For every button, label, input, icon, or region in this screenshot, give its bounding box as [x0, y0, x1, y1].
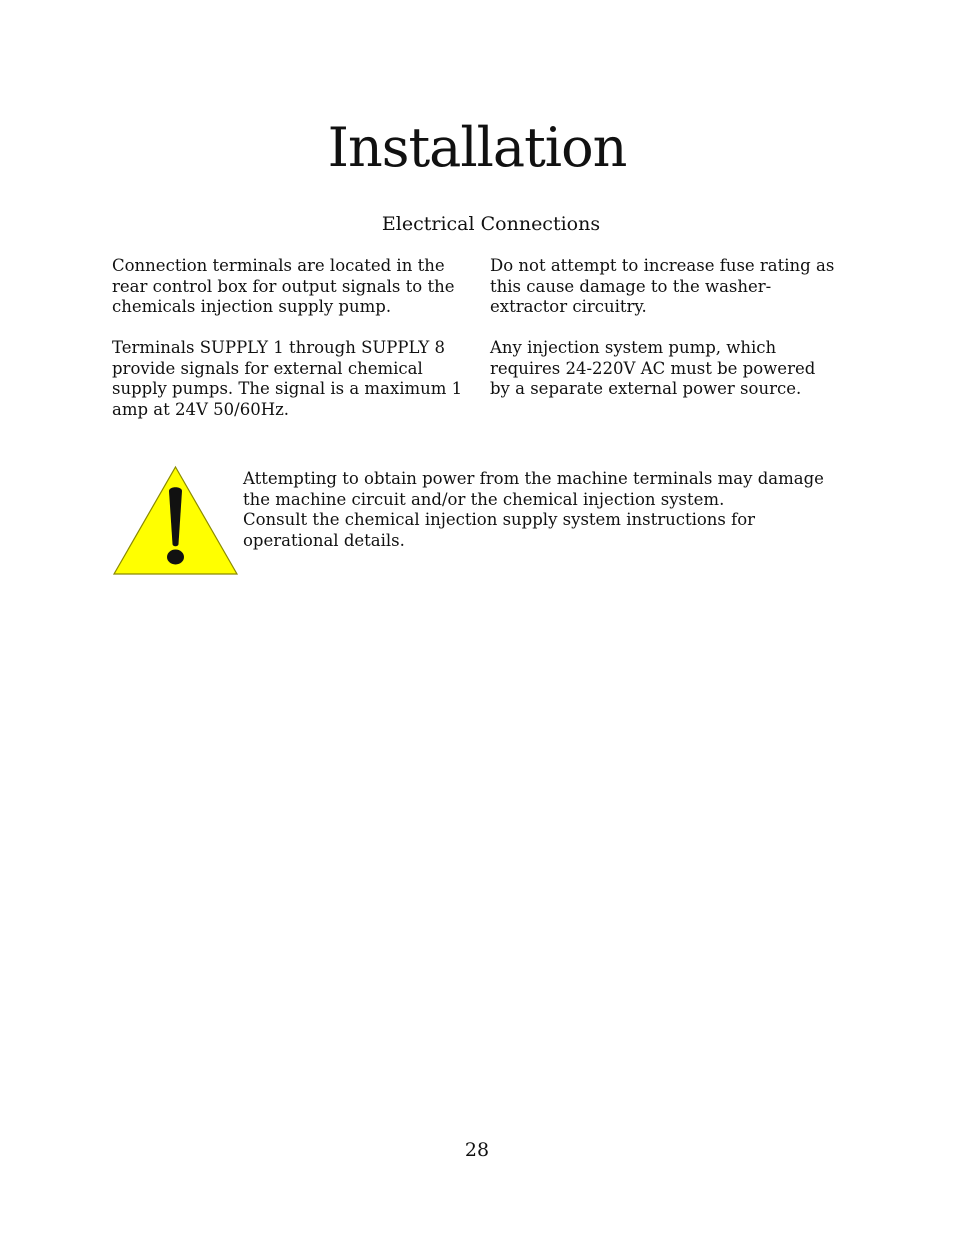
warning-line-consult: Consult the chemical injection supply system instructions for operational details.	[243, 510, 756, 550]
right-column	[490, 256, 840, 420]
page-title: Installation	[327, 116, 627, 179]
left-column	[112, 256, 468, 441]
page-number: 28	[464, 1139, 490, 1161]
warning-exclamation-icon	[112, 465, 239, 576]
paragraph-external-power: Any injection system pump, which requires 24-220V AC must be powered by a separate external power source.	[490, 338, 816, 398]
warning-line-power: Attempting to obtain power from the machine terminals may damage the machine circuit and/or the chemical injection system.	[243, 469, 824, 509]
paragraph-supply-terminals: Terminals SUPPLY 1 through SUPPLY 8 provide signals for external chemical supply pumps. The signal is a maximum 1 amp at 24V 50/60Hz.	[112, 338, 463, 419]
warning-message	[243, 469, 843, 551]
section-heading: Electrical Connections	[381, 213, 601, 235]
paragraph-connection-terminals: Connection terminals are located in the rear control box for output signals to the chemicals injection supply pump.	[112, 256, 455, 316]
paragraph-fuse-rating: Do not attempt to increase fuse rating as this cause damage to the washer-extractor circuitry.	[490, 256, 835, 316]
